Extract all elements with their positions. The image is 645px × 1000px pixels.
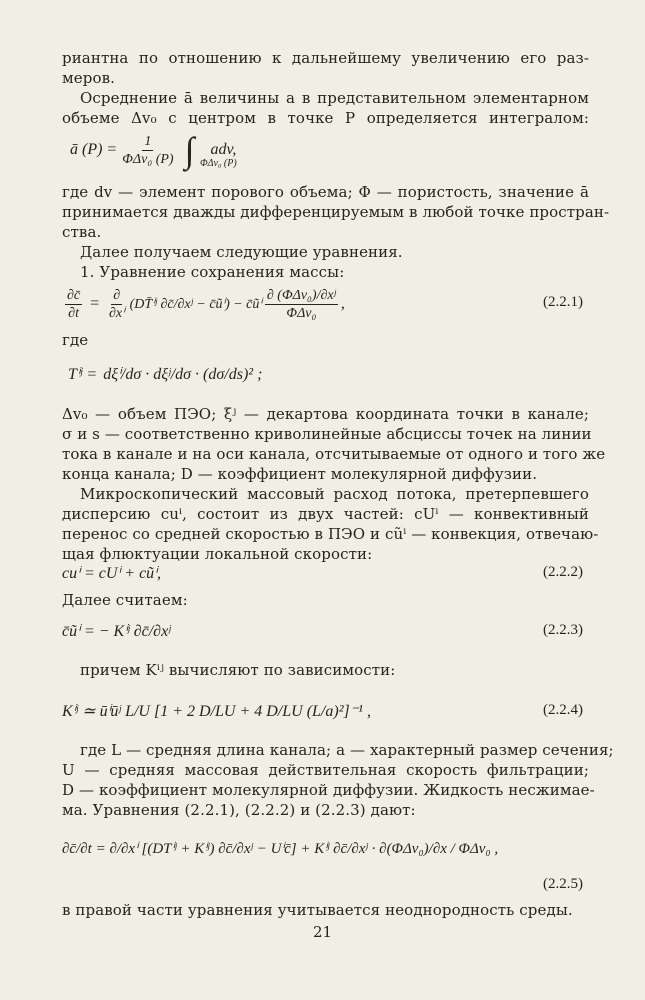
text-line-24: ма. Уравнения (2.2.1), (2.2.2) и (2.2.3) дают:	[62, 801, 416, 819]
eq-average-num: 1	[144, 133, 152, 149]
equation-2-2-1	[62, 282, 345, 326]
eq-average-rhs: adv,	[210, 141, 237, 158]
eq-T-lhs: Tⁱʲ =	[68, 366, 98, 383]
text-line-2: меров.	[62, 69, 115, 87]
eq-T-body: dξⁱ/dσ · dξʲ/dσ · (dσ/ds)² ;	[103, 366, 263, 383]
eq1-derivative-den: ∂xⁱ	[108, 305, 125, 321]
text-line-14: конца канала; D — коэффициент молекулярной диффузии.	[62, 465, 538, 483]
text-line-10: где	[62, 331, 89, 349]
integral-sign: ∫	[184, 130, 195, 170]
text-line-13: тока в канале и на оси канала, отсчитываемые от одного и того же	[62, 445, 606, 463]
eq1-derivative-num: ∂	[113, 287, 121, 303]
text-line-17: перенос со средней скоростью в ПЭО и cũⁱ — конвекция, отвечаю-	[62, 525, 599, 543]
eq-number-2-2-2: (2.2.2)	[543, 564, 583, 580]
page-number: 21	[312, 923, 333, 941]
equation-2-2-3: c̄ũⁱ = − Kⁱʲ ∂c̄/∂xʲ	[62, 623, 171, 640]
equation-2-2-4: Kⁱʲ ≃ ūⁱūʲ L/U [1 + 2 D/LU + 4 D/LU (L/a)²]⁻¹ ,	[62, 703, 371, 720]
text-line-11: Δv₀ — объем ПЭО; ξʲ — декартова координата точки в канале;	[62, 405, 589, 423]
text-line-5: где dv — элемент порового объема; Φ — пористость, значение ā	[62, 183, 589, 201]
equation-T	[68, 356, 262, 392]
eq-number-2-2-5: (2.2.5)	[543, 876, 583, 892]
text-line-7: ства.	[62, 223, 102, 241]
integral-limit: ΦΔv₀ (P)	[200, 158, 237, 169]
eq-number-2-2-3: (2.2.3)	[543, 622, 583, 638]
eq1-comma: ,	[340, 295, 345, 312]
eq1-derivative	[107, 287, 127, 322]
eq-average-fraction	[120, 133, 175, 168]
eq1-tail-num: ∂ (ΦΔv₀)/∂xʲ	[266, 287, 336, 303]
equation-2-2-5: ∂c̄/∂t = ∂/∂xⁱ [(DTⁱʲ + Kⁱʲ) ∂c̄/∂xʲ − Uⁱc̄] + Kⁱʲ ∂c̄/∂xʲ · ∂(ΦΔv₀)/∂x / ΦΔv₀ ,	[62, 840, 499, 857]
text-line-8: Далее получаем следующие уравнения.	[80, 243, 403, 261]
text-line-21: где L — средняя длина канала; a — характерный размер сечения;	[80, 741, 614, 759]
eq1-tail-den: ΦΔv₀	[286, 305, 317, 321]
eq-number-2-2-4: (2.2.4)	[543, 702, 583, 718]
text-line-15: Микроскопический массовый расход потока, претерпевшего	[80, 485, 589, 503]
text-line-1: риантна по отношению к дальнейшему увеличению его раз-	[62, 49, 589, 67]
eq1-lhs-den: ∂t	[68, 305, 79, 321]
text-line-19: Далее считаем:	[62, 591, 188, 609]
text-line-9: 1. Уравнение сохранения массы:	[80, 263, 345, 281]
eq1-lhs-num: ∂c̄	[67, 287, 81, 303]
eq-number-2-2-1: (2.2.1)	[543, 294, 583, 310]
eq1-body: (DT̄ⁱʲ ∂c̄/∂xʲ − c̄ũⁱ) − c̄ũⁱ	[129, 296, 262, 312]
equation-2-2-2: cuⁱ = cUⁱ + cũⁱ,	[62, 565, 162, 582]
text-line-23: D — коэффициент молекулярной диффузии. Жидкость несжимае-	[62, 781, 595, 799]
text-line-3: Осреднение ā величины a в представительном элементарном	[80, 89, 589, 107]
eq1-equals: =	[89, 295, 100, 312]
eq1-lhs-fraction	[65, 287, 82, 322]
text-line-12: σ и s — соответственно криволинейные абсциссы точек на линии	[62, 425, 592, 443]
text-line-25: в правой части уравнения учитывается неоднородность среды.	[62, 901, 573, 919]
text-line-22: U — средняя массовая действительная скорость фильтрации;	[62, 761, 589, 779]
eq-average-lhs: ā (P) =	[70, 141, 118, 158]
text-line-18: щая флюктуации локальной скорости:	[62, 545, 373, 563]
text-line-6: принимается дважды дифференцируемым в любой точке простран-	[62, 203, 610, 221]
eq1-tail-fraction	[265, 287, 338, 322]
eq-average-den: ΦΔv₀ (P)	[122, 151, 174, 167]
text-line-4: объеме Δv₀ с центром в точке P определяется интегралом:	[62, 109, 589, 127]
text-line-16: дисперсию cuⁱ, состоит из двух частей: cUⁱ — конвективный	[62, 505, 589, 523]
text-line-20: причем Kⁱʲ вычисляют по зависимости:	[80, 661, 396, 679]
